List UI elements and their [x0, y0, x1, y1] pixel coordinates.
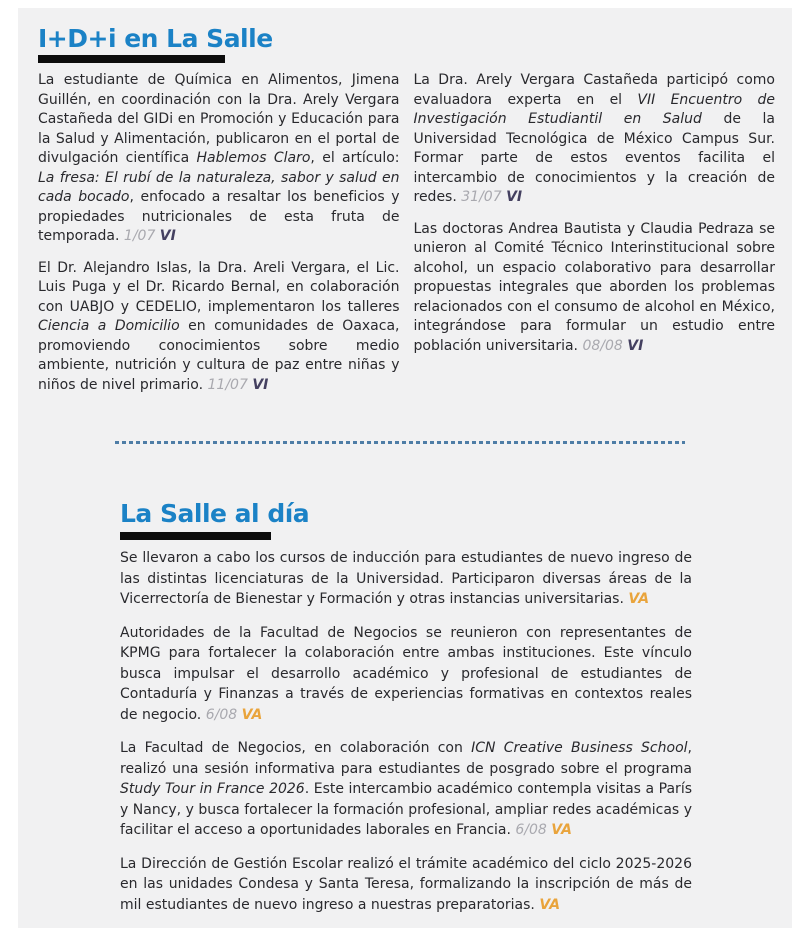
news-paragraph: El Dr. Alejandro Islas, la Dra. Areli Vergara, el Lic. Luis Puga y el Dr. Ricardo Bernal, en colaboración con UABJO y CEDELIO, implementaron los talleres Ciencia a Domicilio en comunidades de Oaxaca, promoviendo conocimientos sobre medio ambiente, nutrición y cultura de paz entre niñas y niños de nivel primario. 11/07 VI	[38, 259, 400, 393]
section-title-idi: I+D+i en La Salle	[38, 24, 273, 53]
idi-columns	[38, 71, 775, 407]
idi-column-right	[414, 71, 776, 407]
news-paragraph: La estudiante de Química en Alimentos, Jimena Guillén, en coordinación con la Dra. Arely Vergara Castañeda del GIDi en Promoción y Educación para la Salud y Alimentación, publicaron en el portal de divulgación científica Hablemos Claro, el artículo: La fresa: El rubí de la naturaleza, sabor y salud en cada bocado, enfocado a resaltar los beneficios y propiedades nutricionales de esta fruta de temporada. 1/07 VI	[38, 72, 400, 244]
section-title-la-salle-al-dia: La Salle al día	[120, 499, 310, 528]
news-paragraph: La Facultad de Negocios, en colaboración con ICN Creative Business School, realizó una sesión informativa para estudiantes de posgrado sobre el programa Study Tour in France 2026. Este intercambio académico contempla visitas a París y Nancy, y busca fortalecer la formación profesional, ampliar redes académicas y facilitar el acceso a oportunidades laborales en Francia. 6/08 VA	[120, 740, 692, 838]
title-underline-bar-al-dia	[120, 532, 271, 540]
news-paragraph: Las doctoras Andrea Bautista y Claudia Pedraza se unieron al Comité Técnico Interinstitucional sobre alcohol, un espacio colaborativo para desarrollar propuestas integrales que aborden los problemas relacionados con el consumo de alcohol en México, integrándose para formular un estudio entre población universitaria. 08/08 VI	[413, 220, 775, 354]
news-paragraph: La Dra. Arely Vergara Castañeda participó como evaluadora experta en el VII Encuentro de Investigación Estudiantil en Salud de la Universidad Tecnológica de México Campus Sur. Formar parte de estos eventos facilita el intercambio de conocimientos y la creación de redes. 31/07 VI	[413, 72, 776, 205]
al-dia-body	[120, 548, 692, 928]
news-paragraph: Autoridades de la Facultad de Negocios se reunieron con representantes de KPMG para fortalecer la colaboración entre ambas instituciones. Este vínculo busca impulsar el desarrollo académico y profesional de estudiantes de Contaduría y Finanzas a través de experiencias formativas en contextos reales de negocio. 6/08 VA	[120, 624, 692, 723]
idi-column-left	[38, 71, 400, 407]
news-paragraph: Se llevaron a cabo los cursos de inducción para estudiantes de nuevo ingreso de las distintas licenciaturas de la Universidad. Participaron diversas áreas de la Vicerrectoría de Bienestar y Formación y otras instancias universitarias. VA	[120, 550, 692, 607]
title-underline-bar-idi	[38, 55, 225, 63]
news-paragraph: La Dirección de Gestión Escolar realizó el trámite académico del ciclo 2025-2026 en las unidades Condesa y Santa Teresa, formalizando la inscripción de más de mil estudiantes de nuevo ingreso a nuestras preparatorias. VA	[120, 855, 692, 913]
dashed-divider	[115, 441, 685, 444]
